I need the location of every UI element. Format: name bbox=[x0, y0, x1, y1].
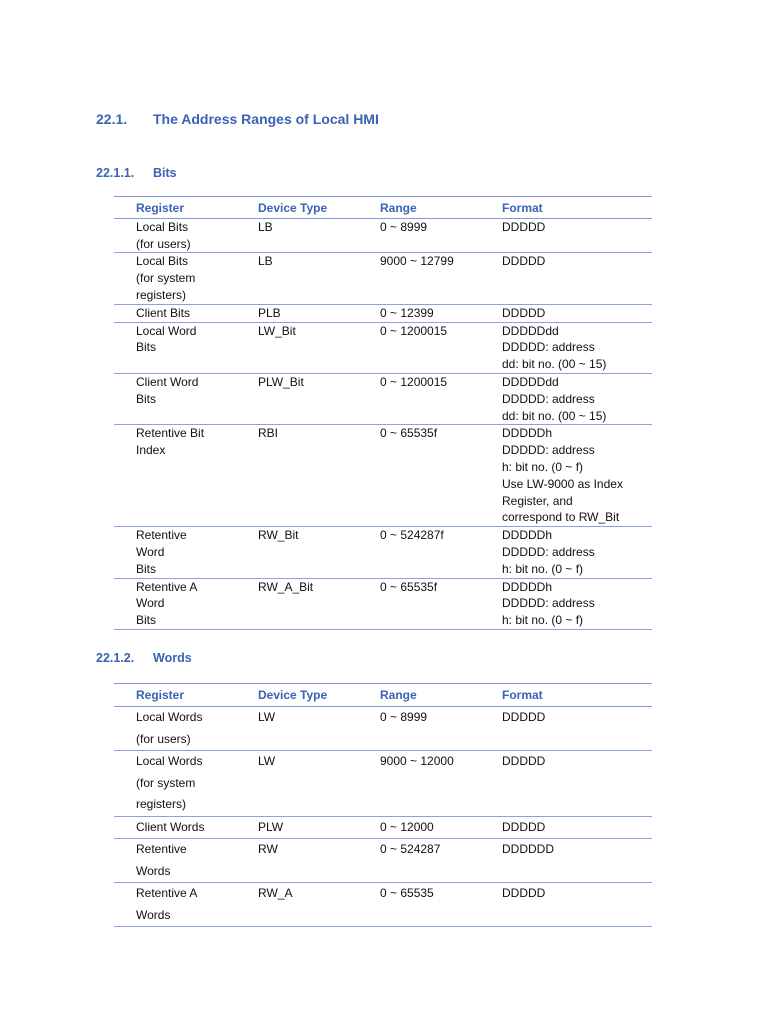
range-cell: 0 ~ 524287f bbox=[358, 527, 480, 578]
words-title: Words bbox=[153, 651, 192, 665]
device-type-cell: RW_A bbox=[236, 883, 358, 927]
register-cell: Local Bits (for system registers) bbox=[114, 253, 236, 304]
range-cell: 0 ~ 1200015 bbox=[358, 322, 480, 373]
table-row bbox=[114, 322, 652, 373]
device-type-cell: LW bbox=[236, 751, 358, 817]
device-type-cell: PLB bbox=[236, 304, 358, 322]
format-cell: DDDDDD bbox=[480, 839, 652, 883]
column-header-device-type: Device Type bbox=[236, 684, 358, 707]
range-cell: 0 ~ 1200015 bbox=[358, 373, 480, 424]
format-cell: DDDDD bbox=[480, 253, 652, 304]
table-row bbox=[114, 751, 652, 817]
range-cell: 0 ~ 65535f bbox=[358, 578, 480, 629]
register-cell: Client Word Bits bbox=[114, 373, 236, 424]
device-type-cell: LW bbox=[236, 707, 358, 751]
device-type-cell: LW_Bit bbox=[236, 322, 358, 373]
device-type-cell: RW_A_Bit bbox=[236, 578, 358, 629]
range-cell: 0 ~ 65535 bbox=[358, 883, 480, 927]
register-cell: Local Words (for users) bbox=[114, 707, 236, 751]
register-cell: Local Bits (for users) bbox=[114, 218, 236, 253]
format-cell: DDDDD bbox=[480, 218, 652, 253]
table-row bbox=[114, 816, 652, 839]
words-table bbox=[114, 683, 652, 927]
table-row bbox=[114, 527, 652, 578]
register-cell: Retentive A Word Bits bbox=[114, 578, 236, 629]
register-cell: Client Bits bbox=[114, 304, 236, 322]
device-type-cell: RBI bbox=[236, 425, 358, 527]
format-cell: DDDDD bbox=[480, 816, 652, 839]
format-cell: DDDDDh DDDDD: address h: bit no. (0 ~ f) bbox=[480, 527, 652, 578]
column-header-register: Register bbox=[114, 684, 236, 707]
bits-number: 22.1.1. bbox=[96, 166, 135, 180]
table-row bbox=[114, 839, 652, 883]
section-heading bbox=[96, 111, 379, 127]
bits-title: Bits bbox=[153, 166, 177, 180]
range-cell: 0 ~ 12399 bbox=[358, 304, 480, 322]
column-header-range: Range bbox=[358, 684, 480, 707]
bits-table bbox=[114, 196, 652, 630]
section-title: The Address Ranges of Local HMI bbox=[153, 111, 379, 127]
column-header-register: Register bbox=[114, 197, 236, 219]
device-type-cell: RW bbox=[236, 839, 358, 883]
device-type-cell: RW_Bit bbox=[236, 527, 358, 578]
words-subheading bbox=[96, 651, 192, 665]
range-cell: 9000 ~ 12000 bbox=[358, 751, 480, 817]
column-header-device-type: Device Type bbox=[236, 197, 358, 219]
register-cell: Retentive Words bbox=[114, 839, 236, 883]
device-type-cell: PLW_Bit bbox=[236, 373, 358, 424]
format-cell: DDDDD bbox=[480, 707, 652, 751]
table-header-row bbox=[114, 684, 652, 707]
range-cell: 0 ~ 8999 bbox=[358, 707, 480, 751]
table-row bbox=[114, 425, 652, 527]
register-cell: Client Words bbox=[114, 816, 236, 839]
table-row bbox=[114, 578, 652, 629]
table-row bbox=[114, 304, 652, 322]
range-cell: 0 ~ 65535f bbox=[358, 425, 480, 527]
range-cell: 0 ~ 12000 bbox=[358, 816, 480, 839]
format-cell: DDDDDh DDDDD: address h: bit no. (0 ~ f) bbox=[480, 578, 652, 629]
table-row bbox=[114, 373, 652, 424]
register-cell: Retentive A Words bbox=[114, 883, 236, 927]
column-header-format: Format bbox=[480, 197, 652, 219]
table-row bbox=[114, 253, 652, 304]
table-row bbox=[114, 707, 652, 751]
bits-subheading bbox=[96, 166, 177, 180]
format-cell: DDDDD bbox=[480, 304, 652, 322]
format-cell: DDDDDh DDDDD: address h: bit no. (0 ~ f) Use LW-9000 as Index Register, and correspond to RW_Bit bbox=[480, 425, 652, 527]
register-cell: Local Words (for system registers) bbox=[114, 751, 236, 817]
range-cell: 9000 ~ 12799 bbox=[358, 253, 480, 304]
register-cell: Local Word Bits bbox=[114, 322, 236, 373]
column-header-format: Format bbox=[480, 684, 652, 707]
device-type-cell: PLW bbox=[236, 816, 358, 839]
range-cell: 0 ~ 8999 bbox=[358, 218, 480, 253]
table-row bbox=[114, 218, 652, 253]
format-cell: DDDDD bbox=[480, 751, 652, 817]
table-header-row bbox=[114, 197, 652, 219]
column-header-range: Range bbox=[358, 197, 480, 219]
format-cell: DDDDD bbox=[480, 883, 652, 927]
format-cell: DDDDDdd DDDDD: address dd: bit no. (00 ~ 15) bbox=[480, 322, 652, 373]
register-cell: Retentive Bit Index bbox=[114, 425, 236, 527]
device-type-cell: LB bbox=[236, 218, 358, 253]
table-row bbox=[114, 883, 652, 927]
words-number: 22.1.2. bbox=[96, 651, 135, 665]
device-type-cell: LB bbox=[236, 253, 358, 304]
register-cell: Retentive Word Bits bbox=[114, 527, 236, 578]
format-cell: DDDDDdd DDDDD: address dd: bit no. (00 ~ 15) bbox=[480, 373, 652, 424]
range-cell: 0 ~ 524287 bbox=[358, 839, 480, 883]
section-number: 22.1. bbox=[96, 111, 128, 127]
